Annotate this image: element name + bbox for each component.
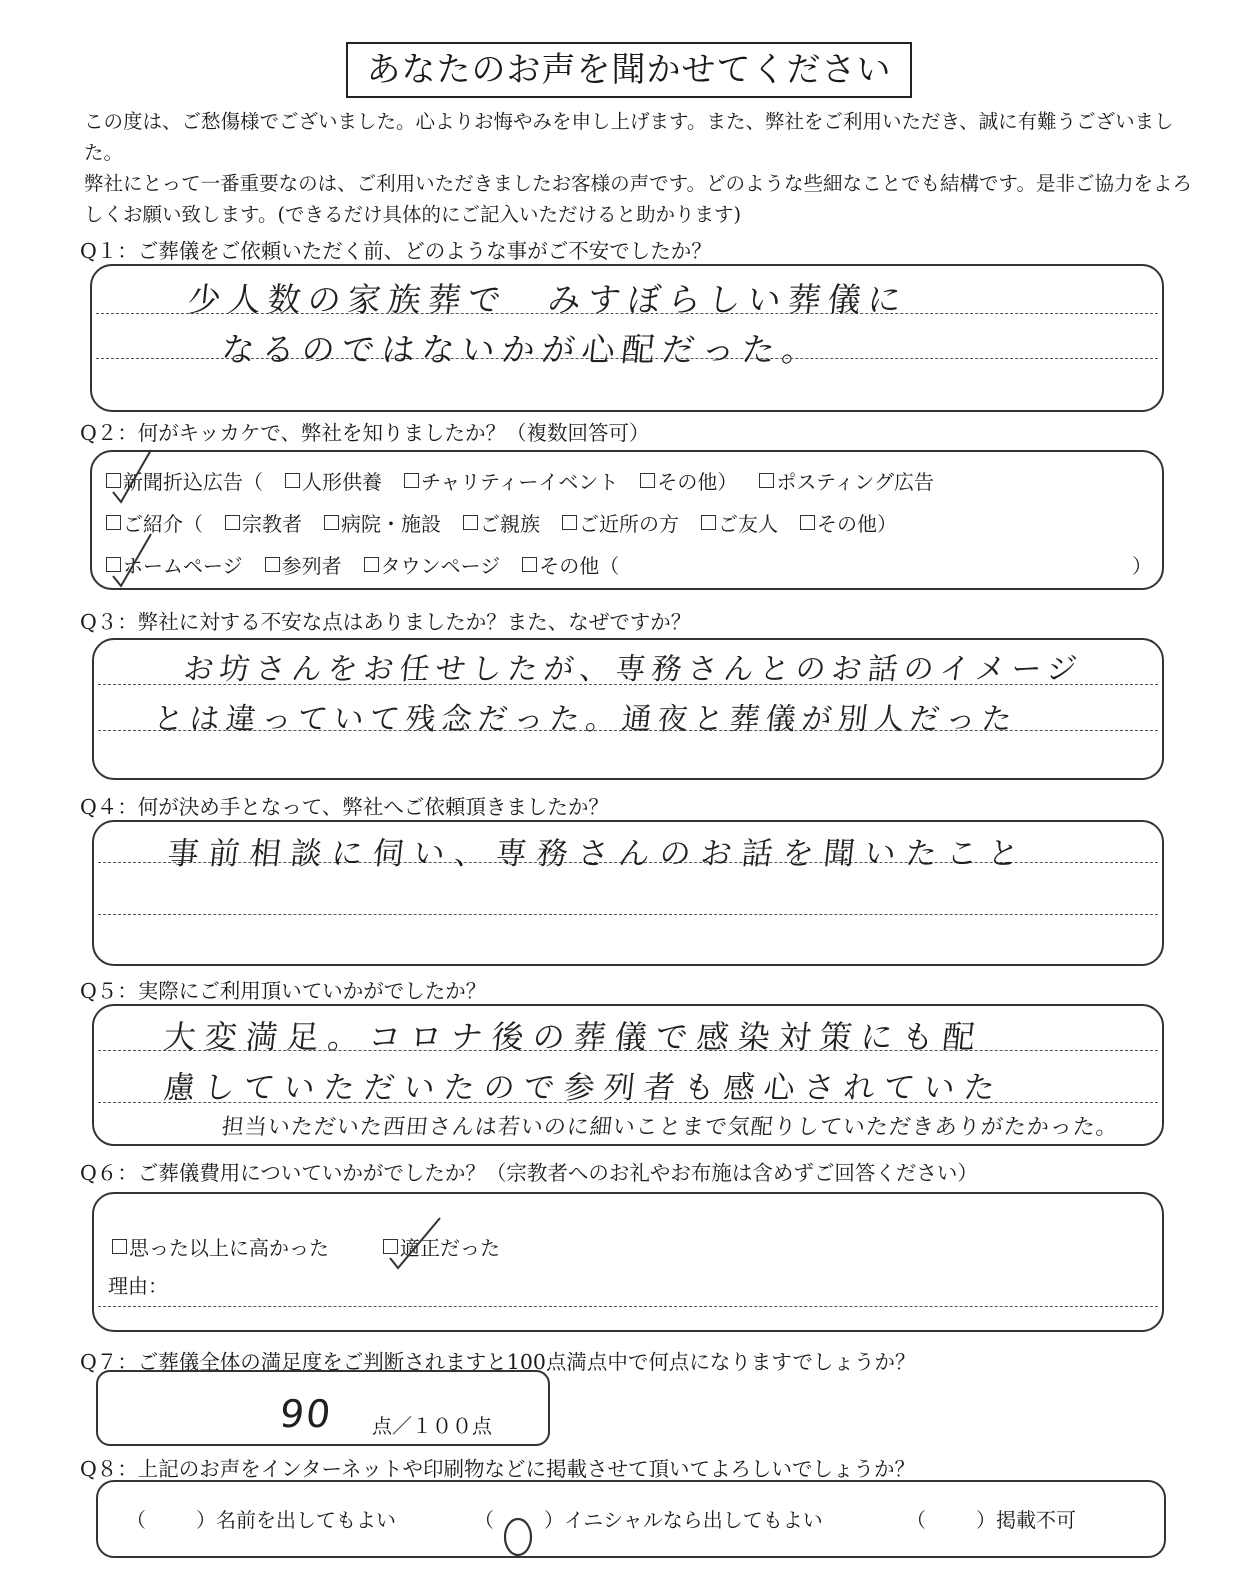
checkbox-icon xyxy=(701,515,716,530)
q2-label: Q２：何がキッカケで、弊社を知りましたか？（複数回答可） xyxy=(80,421,650,445)
checkbox-icon xyxy=(463,515,478,530)
q2-option-checkbox[interactable]: ポスティング広告 xyxy=(759,466,934,495)
q4-answer-box[interactable] xyxy=(92,820,1164,966)
q6-option-checkbox[interactable]: 適正だった xyxy=(383,1232,500,1261)
q6-option-checkbox[interactable]: 思った以上に高かった xyxy=(112,1232,329,1261)
checkbox-icon xyxy=(759,473,774,488)
q2-option-checkbox[interactable]: 参列者 xyxy=(265,550,342,579)
q6-option-row xyxy=(112,1232,500,1261)
intro-paragraph: 弊社にとって一番重要なのは、ご利用いただきましたお客様の声です。どのような些細なことでも結構です。是非ご協力をよろしくお願い致します。(できるだけ具体的にご記入いただけると助かります) xyxy=(84,172,1192,226)
q2-option-row xyxy=(106,508,897,537)
checkbox-icon xyxy=(640,473,655,488)
q1-answer-line: 少人数の家族葬で みすぼらしい葬儀に xyxy=(185,280,910,319)
q2-option-checkbox[interactable]: ご友人 xyxy=(701,508,778,537)
q8-box xyxy=(96,1480,1166,1558)
checkbox-icon xyxy=(265,557,280,572)
intro-text xyxy=(84,106,1194,230)
q8-option-name[interactable]: （ ）名前を出してもよい xyxy=(126,1508,396,1532)
q7-label: Q７：ご葬儀全体の満足度をご判断されますと100点満点中で何点になりますでしょうか？ xyxy=(80,1350,916,1374)
q6-reason-label: 理由： xyxy=(108,1274,168,1298)
q5-label: Q５：実際にご利用頂いていかがでしたか？ xyxy=(80,979,487,1003)
checkbox-icon xyxy=(225,515,240,530)
q7-score-value[interactable]: 90 xyxy=(277,1392,335,1436)
q2-options-box xyxy=(90,450,1164,590)
checkbox-icon xyxy=(324,515,339,530)
q3-answer-line: とは違っていて残念だった。通夜と葬儀が別人だった xyxy=(151,702,1020,737)
checkmark-icon xyxy=(384,1214,444,1274)
q1-label: Q１：ご葬儀をご依頼いただく前、どのような事がご不安でしたか？ xyxy=(80,239,712,263)
q1-answer-box[interactable] xyxy=(90,264,1164,412)
checkmark-icon xyxy=(107,532,167,592)
q5-answer-line: 大変満足。コロナ後の葬儀で感染対策にも配 xyxy=(161,1018,986,1056)
checkbox-icon xyxy=(562,515,577,530)
checkbox-icon xyxy=(285,473,300,488)
checkbox-icon xyxy=(522,557,537,572)
q2-option-checkbox[interactable]: その他（ xyxy=(522,550,619,579)
q6-box xyxy=(92,1192,1164,1332)
checkbox-icon xyxy=(106,515,121,530)
q5-answer-line: 担当いただいた西田さんは若いのに細いことまで気配りしていただきありがたかった。 xyxy=(220,1115,1121,1140)
q3-label: Q３：弊社に対する不安な点はありましたか？また、なぜですか？ xyxy=(80,610,692,634)
intro-paragraph: この度は、ご愁傷様でございました。心よりお悔やみを申し上げます。また、弊社をご利用いただき、誠に有難うございました。 xyxy=(84,110,1174,164)
q5-answer-box[interactable] xyxy=(92,1004,1164,1146)
q2-option-checkbox[interactable]: ご親族 xyxy=(463,508,540,537)
q2-option-checkbox[interactable]: その他） xyxy=(640,466,737,495)
q2-option-checkbox[interactable]: 病院・施設 xyxy=(324,508,441,537)
q2-option-checkbox[interactable]: 新聞折込広告（ xyxy=(106,466,263,495)
q7-score-suffix: 点／１００点 xyxy=(372,1414,492,1438)
q2-option-checkbox[interactable]: タウンページ xyxy=(364,550,501,579)
page-title: あなたのお声を聞かせてください xyxy=(346,42,912,98)
circle-mark-icon xyxy=(500,1515,538,1559)
q3-answer-line: お坊さんをお任せしたが、専務さんとのお話のイメージ xyxy=(181,652,1085,687)
checkbox-icon xyxy=(800,515,815,530)
q2-option-checkbox[interactable]: 宗教者 xyxy=(225,508,302,537)
checkbox-icon xyxy=(364,557,379,572)
q6-label: Q６：ご葬儀費用についていかがでしたか？（宗教者へのお礼やお布施は含めずご回答ください） xyxy=(80,1161,978,1185)
q3-answer-box[interactable] xyxy=(92,638,1164,780)
q2-close-paren: ） xyxy=(1132,554,1152,578)
checkbox-icon xyxy=(404,473,419,488)
q2-option-checkbox[interactable]: 人形供養 xyxy=(285,466,382,495)
q2-option-checkbox[interactable]: その他） xyxy=(800,508,897,537)
q4-label: Q４：何が決め手となって、弊社へご依頼頂きましたか？ xyxy=(80,795,609,819)
checkbox-icon xyxy=(383,1239,398,1254)
q2-option-row xyxy=(106,466,934,495)
q2-option-checkbox[interactable]: チャリティーイベント xyxy=(404,466,618,495)
q2-option-checkbox[interactable]: ご紹介（ xyxy=(106,508,203,537)
q5-answer-line: 慮していただいたので参列者も感心されていた xyxy=(161,1070,1006,1106)
q2-option-checkbox[interactable]: ホームページ xyxy=(106,550,243,579)
q2-option-checkbox[interactable]: ご近所の方 xyxy=(562,508,679,537)
q8-option-none[interactable]: （ ）掲載不可 xyxy=(906,1508,1076,1532)
checkbox-icon xyxy=(106,473,121,488)
checkbox-icon xyxy=(112,1239,127,1254)
q2-option-row xyxy=(106,550,619,579)
checkbox-icon xyxy=(106,557,121,572)
q8-label: Q８：上記のお声をインターネットや印刷物などに掲載させて頂いてよろしいでしょうか？ xyxy=(80,1457,915,1481)
q8-option-initial[interactable]: （ ）イニシャルなら出してもよい xyxy=(474,1504,823,1533)
checkmark-icon xyxy=(107,448,167,508)
q1-answer-line: なるのではないかが心配だった。 xyxy=(219,330,824,369)
q7-score-box xyxy=(96,1370,550,1446)
q4-answer-line: 事前相談に伺い、専務さんのお話を聞いたこと xyxy=(165,836,1031,872)
